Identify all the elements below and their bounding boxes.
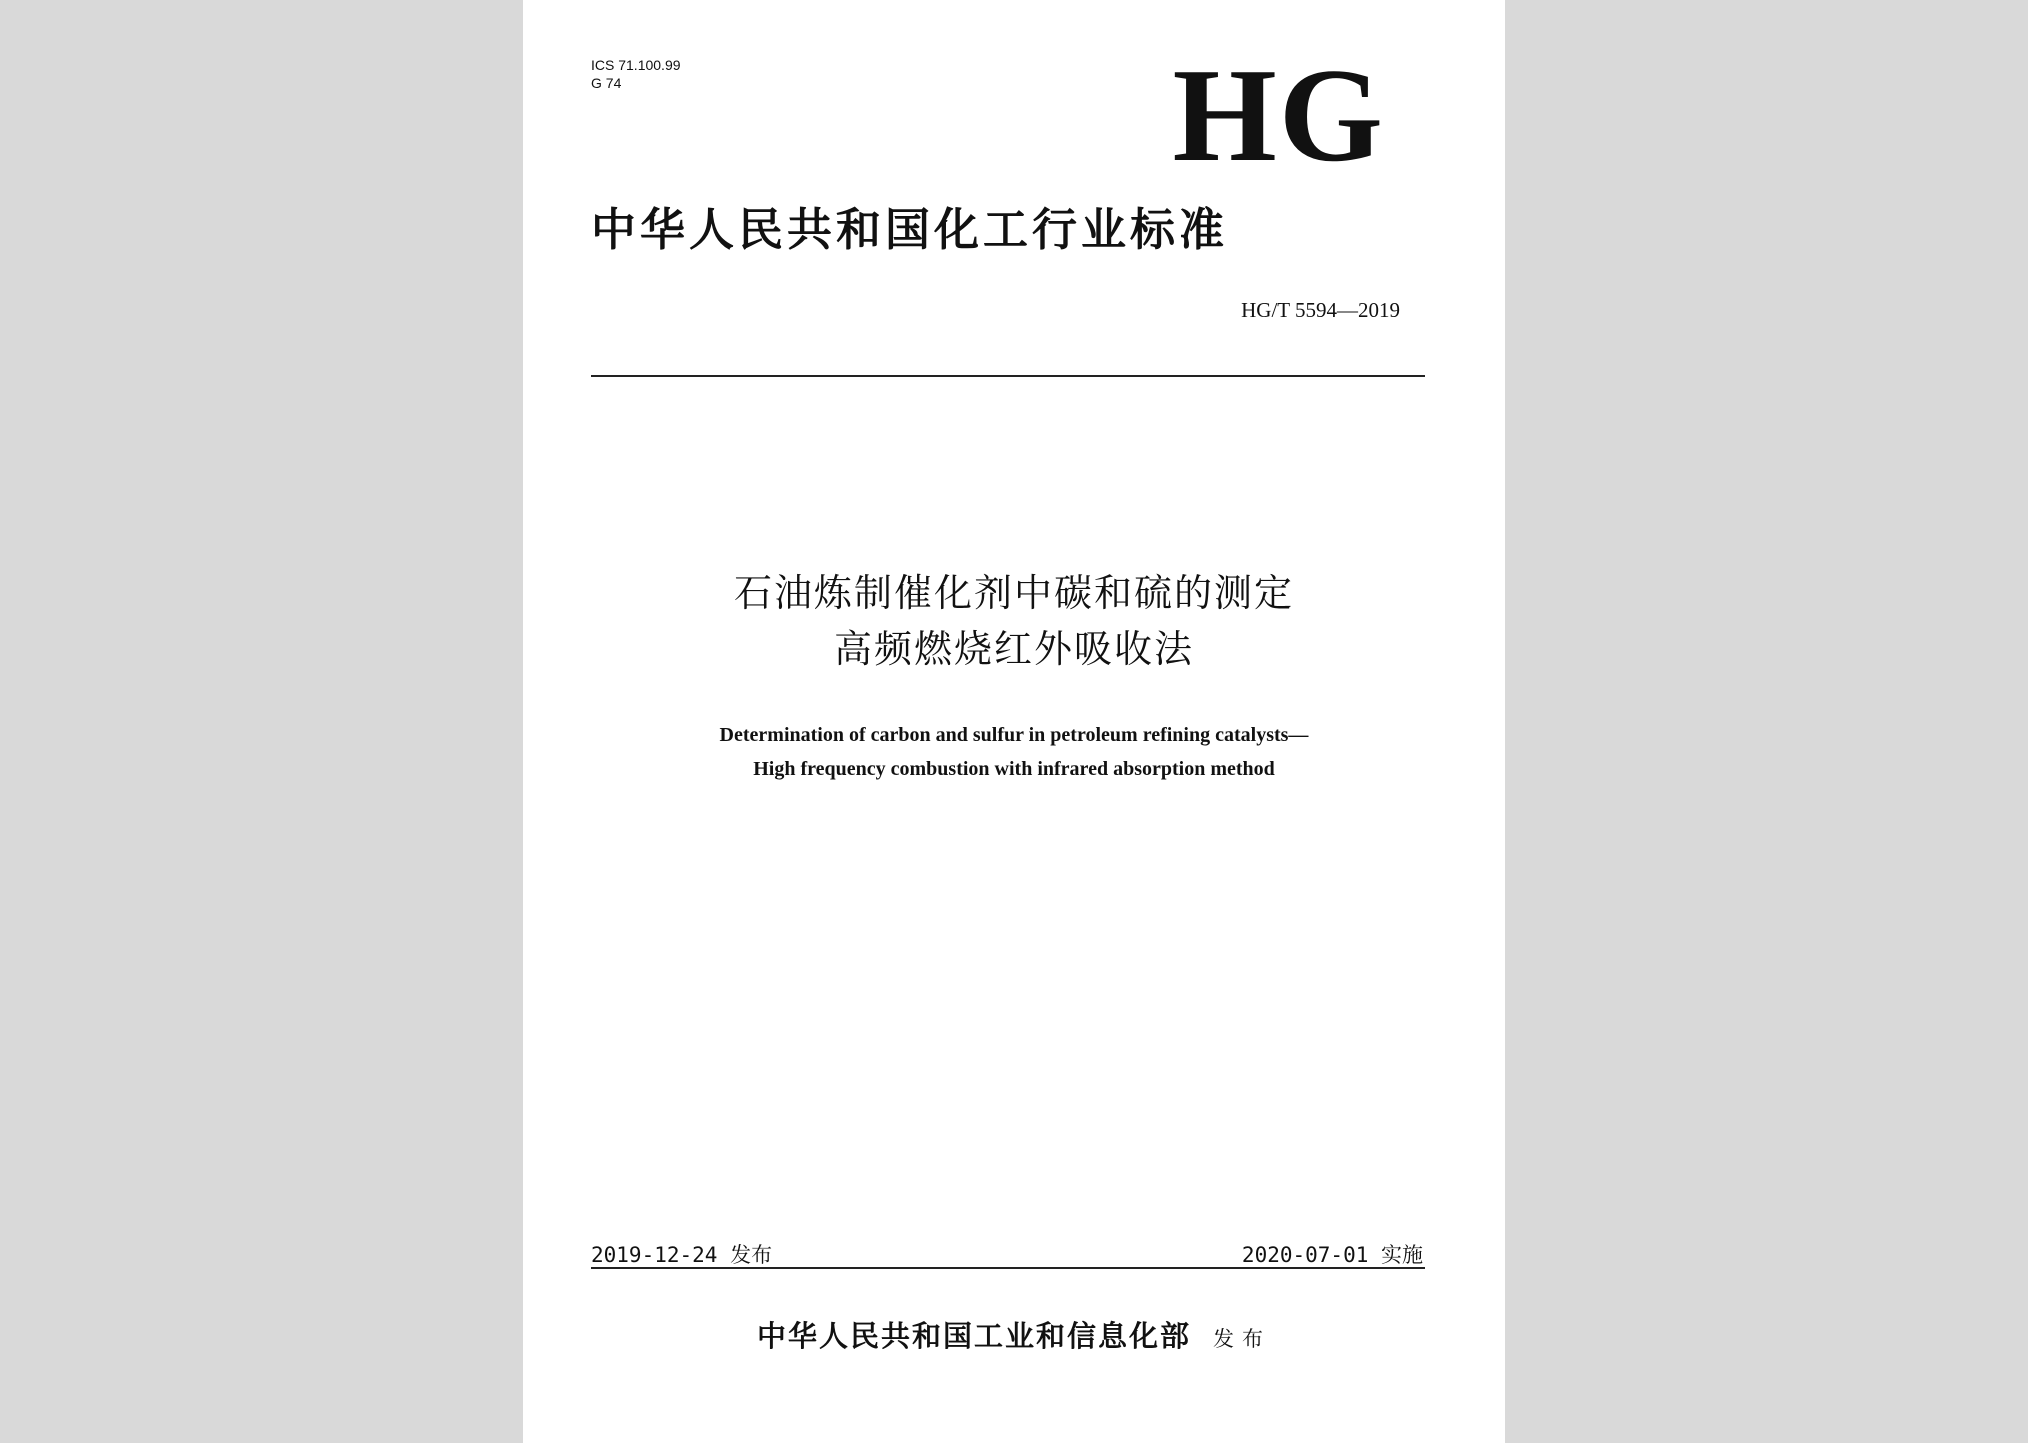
standard-number: HG/T 5594—2019 [1241,298,1400,322]
english-title-line-2: High frequency combustion with infrared absorption method [753,758,1275,780]
top-divider [591,375,1425,377]
chinese-title [523,565,1505,677]
ics-code: ICS 71.100.99 [591,57,681,73]
classification-codes [591,56,681,92]
publisher-verb: 发布 [1213,1327,1271,1351]
english-title-line-1: Determination of carbon and sulfur in petroleum refining catalysts— [719,724,1309,746]
standard-title: 中华人民共和国化工行业标准 [591,203,1229,256]
chinese-title-line-2: 高频燃烧红外吸收法 [833,627,1194,671]
implementation-date: 2020-07-01 实施 [1241,1243,1423,1267]
document-page [523,0,1505,1443]
hg-logo: HG [1172,41,1385,189]
issue-date: 2019-12-24 发布 [591,1243,773,1267]
ccs-code: G 74 [591,75,622,91]
bottom-divider [591,1267,1425,1269]
chinese-title-line-1: 石油炼制催化剂中碳和硫的测定 [733,571,1294,615]
english-title [523,718,1505,786]
publisher-org: 中华人民共和国工业和信息化部 [756,1319,1191,1353]
publisher-line [523,1314,1505,1355]
